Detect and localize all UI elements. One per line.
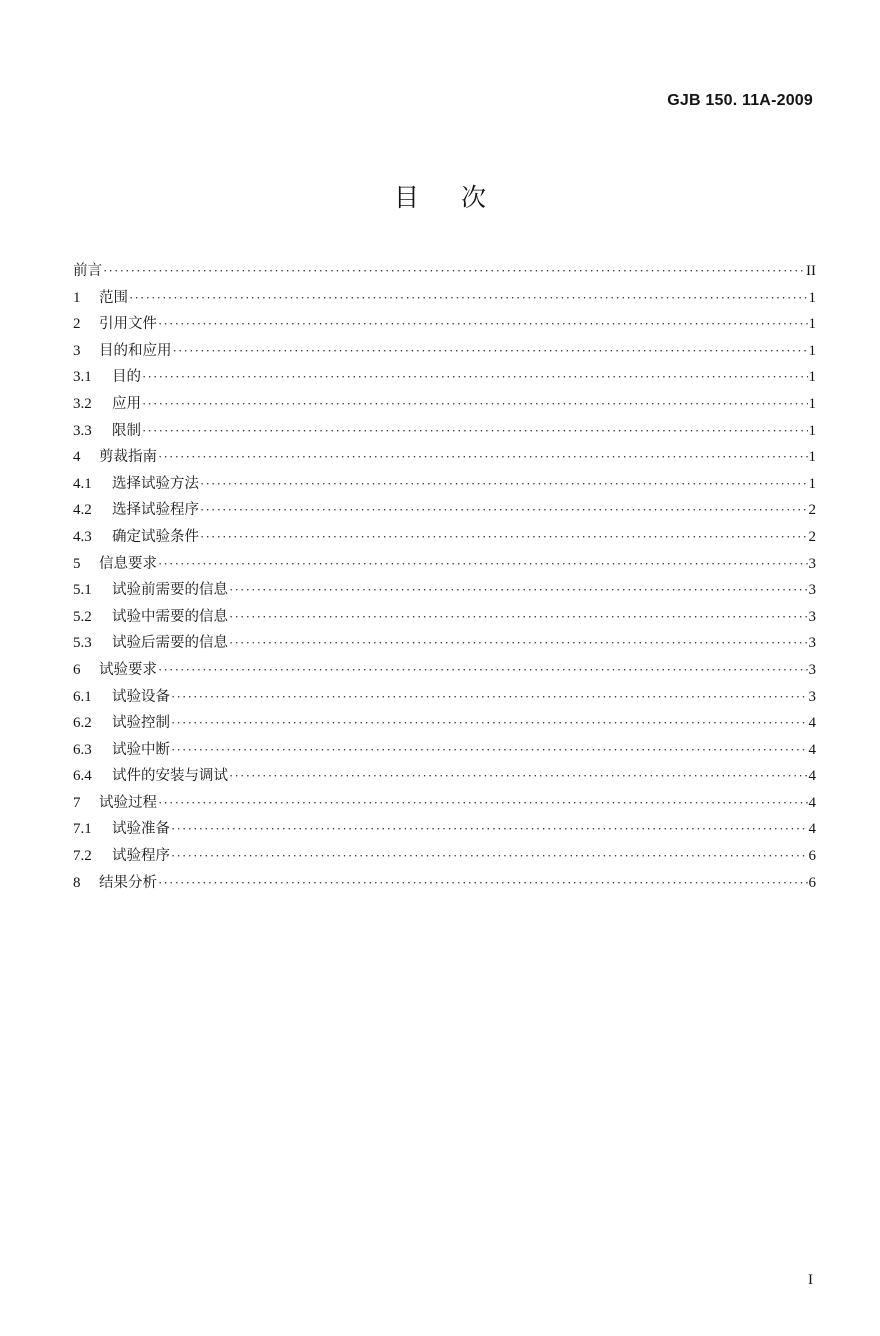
toc-entry-title: 试验控制 (112, 715, 170, 732)
toc-dot-leader (142, 423, 808, 439)
toc-entry-page: 3 (808, 635, 816, 652)
page-title (0, 178, 880, 214)
toc-entry-page: 1 (808, 422, 816, 439)
toc-dot-leader (229, 582, 808, 598)
toc-entry-number: 2 (73, 316, 81, 333)
toc-entry-title: 试件的安装与调试 (112, 768, 228, 785)
toc-entry[interactable] (73, 339, 816, 366)
toc-entry-page: 1 (808, 395, 816, 412)
toc-dot-leader (158, 449, 808, 465)
toc-dot-leader (200, 529, 808, 545)
toc-entry[interactable] (73, 365, 816, 392)
toc-entry[interactable] (73, 738, 816, 765)
toc-entry-page: 4 (808, 741, 816, 758)
toc-entry-page: 1 (808, 449, 816, 466)
toc-entry-title: 范围 (99, 289, 128, 306)
toc-dot-leader (158, 875, 808, 891)
toc-entry-page: II (806, 263, 816, 279)
toc-entry-title: 选择试验程序 (112, 502, 199, 519)
toc-dot-leader (229, 635, 808, 651)
table-of-contents (73, 259, 816, 897)
toc-entry-title: 试验程序 (112, 848, 170, 865)
toc-entry-title: 试验过程 (99, 794, 157, 811)
toc-entry-title: 试验要求 (99, 661, 157, 678)
toc-entry-number: 1 (73, 289, 81, 306)
toc-entry[interactable] (73, 871, 816, 898)
toc-entry-title: 引用文件 (99, 316, 157, 333)
toc-entry[interactable] (73, 578, 816, 605)
toc-dot-leader (129, 290, 808, 306)
toc-dot-leader (171, 715, 808, 731)
toc-dot-leader (171, 848, 808, 864)
toc-entry[interactable] (73, 525, 816, 552)
toc-entry-page: 4 (808, 768, 816, 785)
toc-entry[interactable] (73, 498, 816, 525)
toc-entry-number: 5 (73, 555, 81, 572)
toc-dot-leader (142, 369, 808, 385)
toc-entry-number: 6 (73, 661, 81, 678)
toc-entry[interactable] (73, 631, 816, 658)
toc-entry-number: 4 (73, 449, 81, 466)
toc-entry-title: 确定试验条件 (112, 528, 199, 545)
toc-entry-title: 试验前需要的信息 (112, 582, 228, 599)
toc-entry-title: 目的和应用 (99, 342, 172, 359)
toc-entry-number: 7.2 (73, 848, 92, 865)
toc-entry-number: 4.2 (73, 502, 92, 519)
toc-entry-number: 6.2 (73, 715, 92, 732)
toc-entry-page: 1 (808, 342, 816, 359)
toc-entry[interactable] (73, 419, 816, 446)
toc-entry-number: 7.1 (73, 821, 92, 838)
toc-entry-page: 3 (808, 555, 816, 572)
toc-entry-page: 4 (808, 794, 816, 811)
toc-entry-page: 1 (808, 289, 816, 306)
toc-entry[interactable] (73, 605, 816, 632)
toc-entry[interactable] (73, 791, 816, 818)
toc-entry-title: 前言 (73, 263, 102, 279)
toc-dot-leader (158, 795, 808, 811)
toc-entry[interactable] (73, 445, 816, 472)
toc-entry[interactable] (73, 844, 816, 871)
page-title-char-2: 次 (461, 183, 487, 212)
toc-dot-leader (171, 742, 808, 758)
toc-entry[interactable] (73, 711, 816, 738)
toc-entry-number: 6.4 (73, 768, 92, 785)
toc-entry-title: 结果分析 (99, 874, 157, 891)
toc-entry-title: 信息要求 (99, 555, 157, 572)
toc-dot-leader (200, 476, 808, 492)
toc-entry-page: 1 (808, 369, 816, 386)
toc-entry-title: 试验准备 (112, 821, 170, 838)
toc-entry-title: 试验中需要的信息 (112, 608, 228, 625)
toc-entry-number: 5.3 (73, 635, 92, 652)
toc-dot-leader (229, 768, 808, 784)
toc-entry[interactable] (73, 259, 816, 286)
toc-entry-number: 5.1 (73, 582, 92, 599)
toc-entry[interactable] (73, 817, 816, 844)
toc-entry-number: 4.3 (73, 528, 92, 545)
toc-dot-leader (158, 316, 808, 332)
toc-entry-page: 3 (808, 582, 816, 599)
toc-entry-title: 限制 (112, 422, 141, 439)
toc-entry-title: 试验中断 (112, 741, 170, 758)
toc-entry-number: 8 (73, 874, 81, 891)
toc-entry-page: 4 (808, 821, 816, 838)
toc-entry-page: 2 (808, 528, 816, 545)
toc-entry-title: 目的 (112, 369, 141, 386)
toc-dot-leader (103, 263, 805, 279)
toc-entry-number: 3.1 (73, 369, 92, 386)
toc-entry[interactable] (73, 658, 816, 685)
toc-entry-page: 3 (808, 608, 816, 625)
toc-entry-title: 应用 (112, 395, 141, 412)
toc-dot-leader (158, 662, 808, 678)
toc-entry-page: 4 (808, 715, 816, 732)
toc-entry-title: 试验后需要的信息 (112, 635, 228, 652)
toc-entry-number: 6.1 (73, 688, 92, 705)
toc-entry-title: 选择试验方法 (112, 475, 199, 492)
toc-entry-number: 3.2 (73, 395, 92, 412)
toc-entry-title: 试验设备 (112, 688, 170, 705)
toc-entry-page: 1 (808, 475, 816, 492)
toc-entry-page: 3 (808, 688, 816, 705)
toc-dot-leader (173, 343, 808, 359)
toc-entry[interactable] (73, 312, 816, 339)
toc-dot-leader (158, 556, 808, 572)
toc-entry-page: 1 (808, 316, 816, 333)
toc-entry-number: 3 (73, 342, 81, 359)
toc-entry-page: 2 (808, 502, 816, 519)
toc-entry-number: 7 (73, 794, 81, 811)
toc-entry-page: 6 (808, 848, 816, 865)
toc-entry[interactable] (73, 685, 816, 712)
page-title-char-1: 目 (393, 183, 419, 212)
toc-entry-number: 5.2 (73, 608, 92, 625)
toc-entry[interactable] (73, 764, 816, 791)
toc-entry-title: 剪裁指南 (99, 449, 157, 466)
toc-entry[interactable] (73, 286, 816, 313)
document-id: GJB 150. 11A-2009 (667, 92, 813, 109)
toc-dot-leader (200, 502, 808, 518)
toc-entry[interactable] (73, 472, 816, 499)
toc-entry-number: 3.3 (73, 422, 92, 439)
toc-dot-leader (142, 396, 808, 412)
toc-entry-page: 3 (808, 661, 816, 678)
toc-dot-leader (229, 609, 808, 625)
toc-entry-number: 4.1 (73, 475, 92, 492)
toc-entry-number: 6.3 (73, 741, 92, 758)
toc-dot-leader (171, 821, 808, 837)
toc-dot-leader (171, 689, 808, 705)
toc-entry[interactable] (73, 392, 816, 419)
page-number: I (808, 1272, 813, 1288)
toc-entry-page: 6 (808, 874, 816, 891)
toc-entry[interactable] (73, 552, 816, 579)
